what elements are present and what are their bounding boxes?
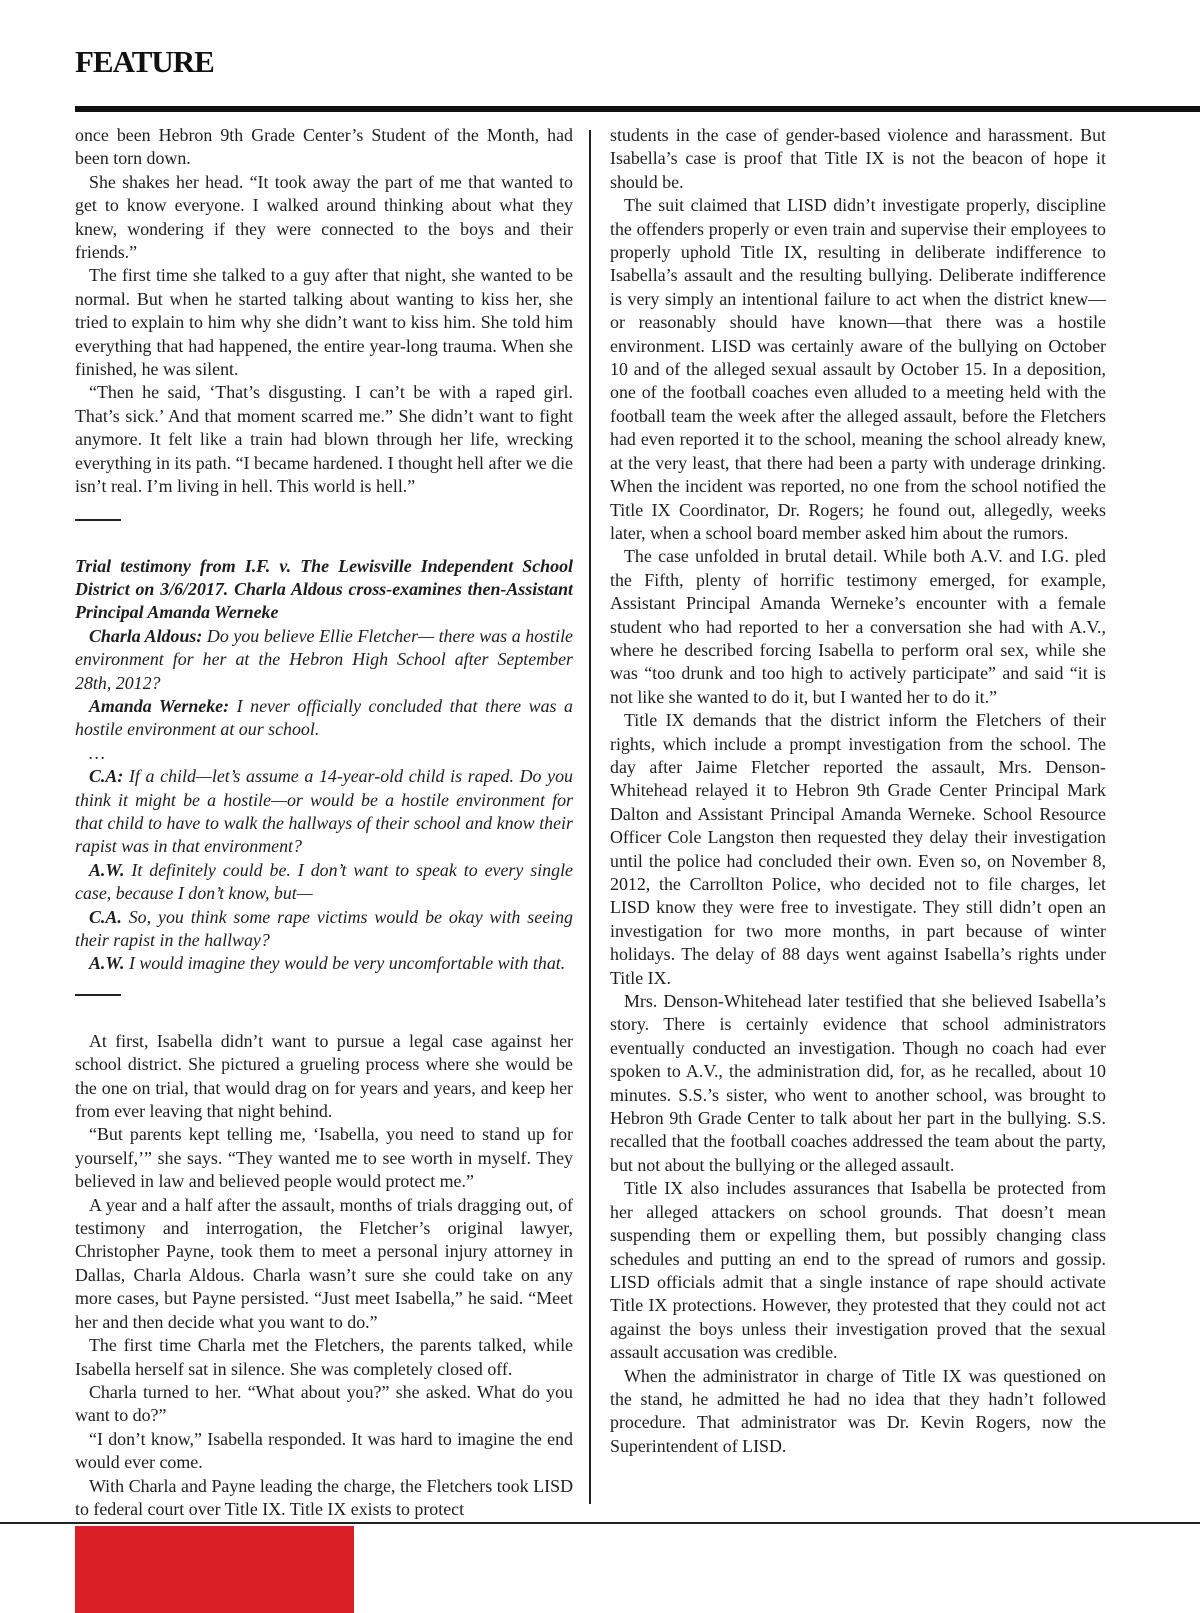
section-label: FEATURE xyxy=(75,44,214,79)
transcript-text: So, you think some rape victims would be okay with seeing their rapist in the hallway? xyxy=(75,906,573,950)
transcript-line xyxy=(75,859,573,906)
paragraph: At first, Isabella didn’t want to pursue a legal case against her school district. She pictured a grueling process where she would be the one on trial, that would drag on for years and years, and keep her from ever leaving that night behind. xyxy=(75,1030,573,1122)
right-column xyxy=(610,124,1106,1458)
paragraph: The first time Charla met the Fletchers, the parents talked, while Isabella herself sat in silence. She was completely closed off. xyxy=(75,1335,573,1379)
transcript-text: Do you believe Ellie Fletcher— there was a hostile environment for her at the Hebron High School after September 28th, 2012? xyxy=(75,625,573,693)
section-divider xyxy=(75,519,121,521)
transcript-text: I never officially concluded that there was a hostile environment at our school. xyxy=(75,695,573,740)
transcript-line xyxy=(75,765,573,859)
paragraph: students in the case of gender-based violence and harassment. But Isabella’s case is proof that Title IX is not the beacon of hope it should be. xyxy=(610,125,1106,192)
transcript-text: It definitely could be. I don’t want to speak to every single case, because I don’t know, but— xyxy=(75,859,573,904)
transcript-speaker: Amanda Werneke: xyxy=(89,695,230,716)
left-column xyxy=(75,124,573,1521)
section-divider xyxy=(75,994,121,996)
paragraph: The first time she talked to a guy after that night, she wanted to be normal. But when he started talking about wanting to kiss her, she tried to explain to him why she didn’t want to kiss him. She told him everything that had happened, the entire year-long trauma. When she finished, he was silent. xyxy=(75,265,573,380)
bottom-rule xyxy=(0,1522,1200,1524)
paragraph: The suit claimed that LISD didn’t investigate properly, discipline the offenders properly or even train and supervise their employees to properly uphold Title IX, resulting in deliberate indifference to Isabella’s assault and the resulting bullying. Deliberate indifference is very simply an intentional failure to act when the district knew—or reasonably should have known—that there was a hostile environment. LISD was certainly aware of the bullying on October 10 and of the alleged sexual assault by October 15. In a deposition, one of the football coaches even alluded to a meeting held with the football team the week after the alleged assault, before the Fletchers had even reported it to the school, meaning the school already knew, at the very least, that there had been a party with underage drinking. When the incident was reported, no one from the school notified the Title IX Coordinator, Dr. Rogers; he found out, allegedly, weeks later, when a school board member asked him about the rumors. xyxy=(610,195,1106,543)
paragraph: “I don’t know,” Isabella responded. It was hard to imagine the end would ever come. xyxy=(75,1428,573,1473)
paragraph: once been Hebron 9th Grade Center’s Student of the Month, had been torn down. xyxy=(75,125,573,169)
paragraph: Title IX also includes assurances that Isabella be protected from her alleged attackers on school grounds. That doesn’t mean suspending them or expelling them, but possibly changing class schedules and putting an end to the spread of rumors and gossip. LISD officials admit that a single instance of rape should activate Title IX protections. However, they protested that they could not act against the boys unless their investigation proved that the sexual assault accusation was credible. xyxy=(610,1178,1106,1363)
transcript-line xyxy=(75,952,573,975)
red-accent-block xyxy=(75,1526,354,1613)
top-rule xyxy=(75,106,1200,112)
transcript-ellipsis: … xyxy=(89,742,105,763)
paragraph: When the administrator in charge of Title IX was questioned on the stand, he admitted he had no idea that they hadn’t followed procedure. That administrator was Dr. Kevin Rogers, now the Superintendent of LISD. xyxy=(610,1365,1106,1456)
paragraph: A year and a half after the assault, months of trials dragging out, of testimony and interrogation, the Fletcher’s original lawyer, Christopher Payne, took them to meet a personal injury attorney in Dallas, Charla Aldous. Charla wasn’t sure she could take on any more cases, but Payne persisted. “Just meet Isabella,” he said. “Meet her and then decide what you want to do.” xyxy=(75,1194,573,1332)
paragraph: “But parents kept telling me, ‘Isabella, you need to stand up for yourself,’” she says. “They wanted me to see worth in myself. They believed in law and believed people would protect me.” xyxy=(75,1124,573,1192)
transcript-speaker: Charla Aldous: xyxy=(89,625,203,646)
transcript-text: I would imagine they would be very uncomfortable with that. xyxy=(124,953,566,974)
paragraph: Charla turned to her. “What about you?” she asked. What do you want to do?” xyxy=(75,1381,573,1426)
paragraph: The case unfolded in brutal detail. While both A.V. and I.G. pled the Fifth, plenty of horrific testimony emerged, for example, Assistant Principal Amanda Werneke’s encounter with a female student who had reported to her a conversation she had with A.V., where he described forcing Isabella to perform oral sex, while she was “too drunk and too high to actively participate” and said “it is not like she wanted to do it, but I wanted her to do it.” xyxy=(610,546,1106,707)
paragraph: Title IX demands that the district inform the Fletchers of their rights, which include a prompt investigation from the school. The day after Jaime Fletcher reported the assault, Mrs. Denson-Whitehead relayed it to Hebron 9th Grade Center Principal Mark Dalton and Assistant Principal Amanda Werneke. School Resource Officer Cole Langston then requested they delay their investigation until the police had concluded their own. Even so, on November 8, 2012, the Carrollton Police, who decided not to file charges, let LISD know they were free to investigate. They still didn’t open an investigation for two more months, in part because of winter holidays. The delay of 88 days went against Isabella’s rights under Title IX. xyxy=(610,710,1106,988)
transcript-line xyxy=(75,625,573,695)
paragraph: “Then he said, ‘That’s disgusting. I can’t be with a raped girl. That’s sick.’ And that moment scarred me.” She didn’t want to fight anymore. It felt like a train had blown through her life, wrecking everything in its path. “I became hardened. I thought hell after we die isn’t real. I’m living in hell. This world is hell.” xyxy=(75,382,573,497)
transcript-speaker: A.W. xyxy=(89,953,125,974)
transcript-speaker: C.A. xyxy=(89,906,122,927)
transcript-text: If a child—let’s assume a 14-year-old child is raped. Do you think it might be a hostile—or would be a hostile environment for that child to have to walk the hallways of their school and know their rapist was in that environment? xyxy=(75,766,573,857)
transcript-speaker: C.A: xyxy=(89,766,124,787)
paragraph: With Charla and Payne leading the charge, the Fletchers took LISD to federal court over Title IX. Title IX exists to protect xyxy=(75,1475,573,1519)
paragraph: She shakes her head. “It took away the part of me that wanted to get to know everyone. I walked around thinking about what they knew, wondering if they were connected to the boys and their friends.” xyxy=(75,171,573,263)
transcript-caption: Trial testimony from I.F. v. The Lewisville Independent School District on 3/6/2017. Charla Aldous cross-examines then-Assistant Principal Amanda Werneke xyxy=(75,555,573,623)
column-divider xyxy=(589,130,591,1504)
transcript-line xyxy=(75,906,573,953)
transcript-speaker: A.W. xyxy=(89,859,125,880)
transcript-line xyxy=(75,695,573,742)
paragraph: Mrs. Denson-Whitehead later testified that she believed Isabella’s story. There is certainly evidence that school administrators eventually conducted an investigation. Though no coach had ever spoken to A.V., the administration did, for, as he recalled, about 10 minutes. S.S.’s sister, who went to another school, was brought to Hebron 9th Grade Center to talk about her part in the bullying. S.S. recalled that the football coaches addressed the team about the party, but not about the bullying or the alleged assault. xyxy=(610,991,1106,1175)
